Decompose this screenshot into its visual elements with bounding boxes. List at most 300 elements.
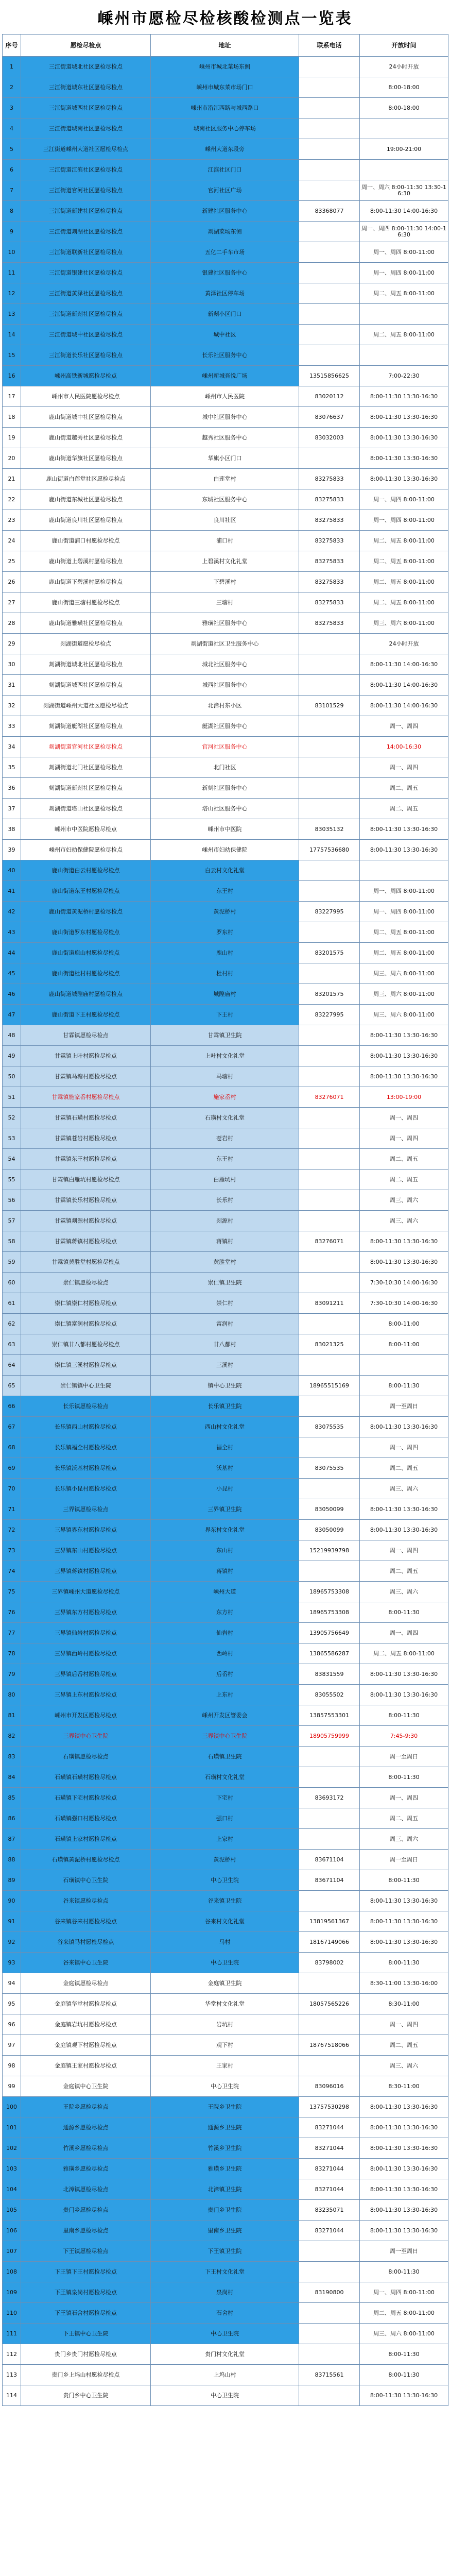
hours-cell	[360, 160, 448, 180]
table-row	[3, 2385, 448, 2406]
phone-cell: 83671104	[299, 1850, 360, 1870]
site-name-cell: 北漳镇愿检尽检点	[21, 2179, 151, 2200]
row-number: 70	[3, 1479, 21, 1499]
site-name-cell: 三江街道剡湖社区愿检尽检点	[21, 222, 151, 242]
table-row	[3, 1417, 448, 1437]
phone-cell: 18057565226	[299, 1994, 360, 2014]
address-cell: 黄泥桥村	[151, 902, 299, 922]
hours-cell	[360, 304, 448, 325]
phone-cell: 15219939798	[299, 1540, 360, 1561]
hours-cell: 8:30-11:00	[360, 1994, 448, 2014]
table-row	[3, 1128, 448, 1149]
page-title: 嵊州市愿检尽检核酸检测点一览表	[97, 10, 353, 28]
row-number: 90	[3, 1891, 21, 1911]
phone-cell	[299, 654, 360, 675]
table-row	[3, 2324, 448, 2344]
phone-cell: 83050099	[299, 1520, 360, 1540]
row-number: 36	[3, 778, 21, 799]
phone-cell	[299, 757, 360, 778]
site-name-cell: 鹿山街道下碧溪村愿检尽检点	[21, 572, 151, 592]
address-cell: 下王镇卫生院	[151, 2241, 299, 2262]
hours-cell: 8:00-11:30 13:30-16:30	[360, 1252, 448, 1273]
table-row	[3, 160, 448, 180]
site-name-cell: 剡湖街道嵊州大道社区愿检尽检点	[21, 696, 151, 716]
table-row	[3, 1108, 448, 1128]
row-number: 55	[3, 1170, 21, 1190]
hours-cell: 周二、周五 8:00-11:00	[360, 922, 448, 943]
hours-cell	[360, 860, 448, 881]
hours-cell: 周二、周五 8:00-11:00	[360, 2303, 448, 2324]
phone-cell	[299, 1211, 360, 1231]
hours-cell: 8:00-11:30 13:30-16:30	[360, 1911, 448, 1932]
phone-cell	[299, 1108, 360, 1128]
table-row	[3, 222, 448, 242]
row-number: 1	[3, 57, 21, 77]
row-number: 20	[3, 448, 21, 469]
hours-cell: 7:00-22:30	[360, 366, 448, 386]
hours-cell: 周二、周五	[360, 1458, 448, 1479]
site-name-cell: 谷来镇谷来村愿检尽检点	[21, 1911, 151, 1932]
hours-cell: 周二、周五 8:00-11:00	[360, 283, 448, 304]
address-cell: 强口村	[151, 1808, 299, 1829]
address-cell: 镇中心卫生院	[151, 1376, 299, 1396]
row-number: 37	[3, 799, 21, 819]
hours-cell: 8:00-11:30 13:30-16:30	[360, 1891, 448, 1911]
address-cell: 东城社区服务中心	[151, 489, 299, 510]
table-row	[3, 799, 448, 819]
site-name-cell: 下王镇石舍村愿检尽检点	[21, 2303, 151, 2324]
phone-cell	[299, 2385, 360, 2406]
phone-cell: 13757530298	[299, 2097, 360, 2117]
address-cell: 石璜村文化礼堂	[151, 1108, 299, 1128]
table-row	[3, 2179, 448, 2200]
phone-cell	[299, 1891, 360, 1911]
site-name-cell: 甘霖镇上叶村愿检尽检点	[21, 1046, 151, 1066]
table-row	[3, 180, 448, 201]
phone-cell: 83076637	[299, 407, 360, 428]
site-name-cell: 三江街道新建社区愿检尽检点	[21, 201, 151, 222]
table-row	[3, 1664, 448, 1685]
row-number: 65	[3, 1376, 21, 1396]
table-row	[3, 572, 448, 592]
hours-cell: 周二、周五	[360, 1808, 448, 1829]
table-row	[3, 1561, 448, 1582]
site-name-cell: 谷来镇马村愿检尽检点	[21, 1932, 151, 1953]
hours-cell: 周一、周四	[360, 2014, 448, 2035]
row-number: 94	[3, 1973, 21, 1994]
table-row	[3, 1911, 448, 1932]
table-row	[3, 1705, 448, 1726]
hours-cell: 周二、周五 8:00-11:00	[360, 325, 448, 345]
table-row	[3, 551, 448, 572]
phone-cell	[299, 118, 360, 139]
phone-cell: 13905756649	[299, 1623, 360, 1643]
table-row	[3, 1623, 448, 1643]
site-name-cell: 鹿山街道城隍庙村愿检尽检点	[21, 984, 151, 1005]
hours-cell: 周二、周五	[360, 1170, 448, 1190]
row-number: 62	[3, 1314, 21, 1334]
phone-cell	[299, 1396, 360, 1417]
site-name-cell: 王院乡愿检尽检点	[21, 2097, 151, 2117]
phone-cell	[299, 222, 360, 242]
address-cell: 上坞山村	[151, 2365, 299, 2385]
phone-cell	[299, 1273, 360, 1293]
phone-cell: 83276071	[299, 1231, 360, 1252]
row-number: 33	[3, 716, 21, 737]
address-cell: 白云村文化礼堂	[151, 860, 299, 881]
row-number: 73	[3, 1540, 21, 1561]
hours-cell: 周一、周四 8:00-11:00	[360, 242, 448, 263]
table-row	[3, 386, 448, 407]
table-row	[3, 1808, 448, 1829]
site-name-cell: 石璜镇石璜村愿检尽检点	[21, 1767, 151, 1788]
address-cell: 廿八都村	[151, 1334, 299, 1355]
hours-cell: 8:00-11:30 13:30-16:30	[360, 1499, 448, 1520]
hours-cell: 8:00-11:30 13:30-16:30	[360, 1932, 448, 1953]
site-name-cell: 石璜镇强口村愿检尽检点	[21, 1808, 151, 1829]
row-number: 58	[3, 1231, 21, 1252]
phone-cell	[299, 922, 360, 943]
site-name-cell: 长乐镇福全村愿检尽检点	[21, 1437, 151, 1458]
row-number: 100	[3, 2097, 21, 2117]
phone-cell: 83275833	[299, 469, 360, 489]
hours-cell: 8:30-11:00	[360, 2076, 448, 2097]
hours-cell: 8:00-11:30 13:30-16:30	[360, 1417, 448, 1437]
site-name-cell: 鹿山街道白莲堂社区愿检尽检点	[21, 469, 151, 489]
phone-cell: 83271044	[299, 2159, 360, 2179]
address-cell: 三界镇卫生院	[151, 1499, 299, 1520]
hours-cell: 8:00-11:30 13:30-16:30	[360, 1025, 448, 1046]
site-name-cell: 贵门乡愿检尽检点	[21, 2200, 151, 2221]
row-number: 61	[3, 1293, 21, 1314]
table-row	[3, 716, 448, 737]
hours-cell: 周二、周五	[360, 799, 448, 819]
address-cell: 西山村文化礼堂	[151, 1417, 299, 1437]
site-name-cell: 下王镇泉岗村愿检尽检点	[21, 2282, 151, 2303]
phone-cell	[299, 1479, 360, 1499]
row-number: 72	[3, 1520, 21, 1540]
phone-cell: 83275833	[299, 531, 360, 551]
table-row	[3, 1458, 448, 1479]
row-number: 40	[3, 860, 21, 881]
hours-cell: 周一、周四	[360, 1128, 448, 1149]
phone-cell	[299, 634, 360, 654]
address-cell: 北门社区	[151, 757, 299, 778]
table-row	[3, 1046, 448, 1066]
row-number: 69	[3, 1458, 21, 1479]
address-cell: 杜村村	[151, 963, 299, 984]
row-number: 35	[3, 757, 21, 778]
table-row	[3, 1293, 448, 1314]
table-row	[3, 1870, 448, 1891]
hours-cell: 24小时开放	[360, 57, 448, 77]
table-row	[3, 2138, 448, 2159]
address-cell: 白雁坑村	[151, 1170, 299, 1190]
site-name-cell: 谷来镇中心卫生院	[21, 1953, 151, 1973]
table-row	[3, 1973, 448, 1994]
table-row	[3, 2344, 448, 2365]
address-cell: 蒋镇村	[151, 1231, 299, 1252]
address-cell: 福全村	[151, 1437, 299, 1458]
hours-cell: 8:00-11:30	[360, 1376, 448, 1396]
address-cell: 东王村	[151, 881, 299, 902]
phone-cell	[299, 881, 360, 902]
address-cell: 马塘村	[151, 1066, 299, 1087]
site-name-cell: 鹿山街道上碧溪村愿检尽检点	[21, 551, 151, 572]
phone-cell: 18965753308	[299, 1602, 360, 1623]
phone-cell: 83227995	[299, 1005, 360, 1025]
row-number: 53	[3, 1128, 21, 1149]
address-cell: 嵊州大道东段旁	[151, 139, 299, 160]
table-row	[3, 1788, 448, 1808]
row-number: 102	[3, 2138, 21, 2159]
row-number: 4	[3, 118, 21, 139]
row-number: 83	[3, 1747, 21, 1767]
table-row	[3, 1747, 448, 1767]
table-row	[3, 263, 448, 283]
row-number: 98	[3, 2056, 21, 2076]
hours-cell: 周一、周四 8:00-11:00	[360, 263, 448, 283]
table-row	[3, 2014, 448, 2035]
address-cell: 北漳村东小区	[151, 696, 299, 716]
hours-cell: 周二、周五 8:00-11:00	[360, 592, 448, 613]
address-cell: 泉岗村	[151, 2282, 299, 2303]
phone-cell	[299, 2056, 360, 2076]
hours-cell: 周三、周六 8:00-11:00	[360, 984, 448, 1005]
hours-cell: 周三、周六 8:00-11:00	[360, 2324, 448, 2344]
row-number: 87	[3, 1829, 21, 1850]
hours-cell: 周一、周四	[360, 1437, 448, 1458]
phone-cell	[299, 1437, 360, 1458]
phone-cell: 83275833	[299, 510, 360, 531]
phone-cell: 83271044	[299, 2221, 360, 2241]
hours-cell: 8:00-11:30 13:30-16:30	[360, 2200, 448, 2221]
hours-cell: 8:00-11:30 13:30-16:30	[360, 2179, 448, 2200]
row-number: 12	[3, 283, 21, 304]
address-cell: 黄泥桥村	[151, 1850, 299, 1870]
row-number: 79	[3, 1664, 21, 1685]
header-site-name: 愿检尽检点	[21, 35, 151, 57]
test-site-table	[2, 34, 448, 2406]
address-cell: 通源乡卫生院	[151, 2117, 299, 2138]
site-name-cell: 金庭镇王家村愿检尽检点	[21, 2056, 151, 2076]
phone-cell	[299, 180, 360, 201]
phone-cell	[299, 98, 360, 118]
site-name-cell: 鹿山街道浦口村愿检尽检点	[21, 531, 151, 551]
header-no: 序号	[3, 35, 21, 57]
hours-cell: 周二、周五 8:00-11:00	[360, 531, 448, 551]
row-number: 16	[3, 366, 21, 386]
site-name-cell: 甘霖镇东王村愿检尽检点	[21, 1149, 151, 1170]
row-number: 24	[3, 531, 21, 551]
phone-cell: 83693172	[299, 1788, 360, 1808]
hours-cell: 周三、周六	[360, 2056, 448, 2076]
row-number: 59	[3, 1252, 21, 1273]
hours-cell: 周一、周四	[360, 1623, 448, 1643]
table-row	[3, 1005, 448, 1025]
address-cell: 石舍村	[151, 2303, 299, 2324]
table-row	[3, 1252, 448, 1273]
phone-cell: 83368077	[299, 201, 360, 222]
address-cell: 中心卫生院	[151, 2076, 299, 2097]
row-number: 17	[3, 386, 21, 407]
phone-cell	[299, 675, 360, 696]
phone-cell	[299, 1149, 360, 1170]
row-number: 60	[3, 1273, 21, 1293]
address-cell: 施家岙村	[151, 1087, 299, 1108]
phone-cell: 83032003	[299, 428, 360, 448]
table-row	[3, 634, 448, 654]
hours-cell: 19:00-21:00	[360, 139, 448, 160]
site-name-cell: 长乐镇小昆村愿检尽检点	[21, 1479, 151, 1499]
site-name-cell: 三江街道新剡社区愿检尽检点	[21, 304, 151, 325]
phone-cell	[299, 304, 360, 325]
hours-cell: 8:00-11:30 13:30-16:30	[360, 2138, 448, 2159]
hours-cell: 8:00-18:00	[360, 77, 448, 98]
row-number: 13	[3, 304, 21, 325]
row-number: 47	[3, 1005, 21, 1025]
phone-cell: 83096016	[299, 2076, 360, 2097]
address-cell: 华旗小区门口	[151, 448, 299, 469]
site-name-cell: 三江街道城西社区愿检尽检点	[21, 98, 151, 118]
hours-cell: 8:00-11:30	[360, 1767, 448, 1788]
table-row	[3, 2097, 448, 2117]
hours-cell: 周一、周四	[360, 1788, 448, 1808]
table-row	[3, 881, 448, 902]
row-number: 10	[3, 242, 21, 263]
table-row	[3, 1582, 448, 1602]
row-number: 27	[3, 592, 21, 613]
address-cell: 新建社区服务中心	[151, 201, 299, 222]
phone-cell	[299, 77, 360, 98]
address-cell: 城北社区服务中心	[151, 654, 299, 675]
phone-cell	[299, 799, 360, 819]
site-name-cell: 三界镇嵊州大道愿检尽检点	[21, 1582, 151, 1602]
phone-cell: 83050099	[299, 1499, 360, 1520]
hours-cell: 8:00-11:30 13:30-16:30	[360, 1066, 448, 1087]
address-cell: 银建社区服务中心	[151, 263, 299, 283]
row-number: 103	[3, 2159, 21, 2179]
phone-cell: 83101529	[299, 696, 360, 716]
site-name-cell: 剡湖街道城西社区愿检尽检点	[21, 675, 151, 696]
address-cell: 谷来村文化礼堂	[151, 1911, 299, 1932]
row-number: 110	[3, 2303, 21, 2324]
site-name-cell: 嵊州市中医院愿检尽检点	[21, 819, 151, 840]
site-name-cell: 剡湖街道愿检尽检点	[21, 634, 151, 654]
hours-cell: 周二、周五 8:00-11:00	[360, 943, 448, 963]
row-number: 104	[3, 2179, 21, 2200]
site-name-cell: 长乐镇愿检尽检点	[21, 1396, 151, 1417]
address-cell: 东方村	[151, 1602, 299, 1623]
table-row	[3, 922, 448, 943]
address-cell: 东王村	[151, 1149, 299, 1170]
hours-cell: 8:30-11:00 13:30-16:00	[360, 1973, 448, 1994]
address-cell: 马村	[151, 1932, 299, 1953]
site-name-cell: 贵门乡中心卫生院	[21, 2385, 151, 2406]
phone-cell: 13819561367	[299, 1911, 360, 1932]
phone-cell	[299, 1808, 360, 1829]
table-row	[3, 1437, 448, 1458]
hours-cell: 周二、周五 8:00-11:00	[360, 572, 448, 592]
phone-cell	[299, 160, 360, 180]
phone-cell: 83831559	[299, 1664, 360, 1685]
table-row	[3, 489, 448, 510]
row-number: 22	[3, 489, 21, 510]
row-number: 57	[3, 1211, 21, 1231]
site-name-cell: 崇仁镇富润村愿检尽检点	[21, 1314, 151, 1334]
phone-cell	[299, 1170, 360, 1190]
address-cell: 新剡小区门口	[151, 304, 299, 325]
row-number: 78	[3, 1643, 21, 1664]
row-number: 96	[3, 2014, 21, 2035]
hours-cell: 8:00-11:30 13:30-16:30	[360, 428, 448, 448]
hours-cell: 8:00-11:30 13:30-16:30	[360, 1520, 448, 1540]
site-name-cell: 嵊州市开发区愿检尽检点	[21, 1705, 151, 1726]
table-row	[3, 2035, 448, 2056]
phone-cell: 83276071	[299, 1087, 360, 1108]
phone-cell	[299, 1128, 360, 1149]
row-number: 49	[3, 1046, 21, 1066]
hours-cell: 8:00-11:30 13:30-16:30	[360, 2159, 448, 2179]
table-row	[3, 592, 448, 613]
phone-cell: 83235071	[299, 2200, 360, 2221]
row-number: 18	[3, 407, 21, 428]
row-number: 30	[3, 654, 21, 675]
row-number: 56	[3, 1190, 21, 1211]
site-name-cell: 三界镇东山村愿检尽检点	[21, 1540, 151, 1561]
row-number: 112	[3, 2344, 21, 2365]
site-name-cell: 三江街道银建社区愿检尽检点	[21, 263, 151, 283]
site-name-cell: 三界镇蒋镇村愿检尽检点	[21, 1561, 151, 1582]
phone-cell	[299, 1747, 360, 1767]
phone-cell: 18905759999	[299, 1726, 360, 1747]
phone-cell	[299, 737, 360, 757]
hours-cell: 8:00-11:30 13:30-16:30	[360, 386, 448, 407]
site-name-cell: 崇仁镇崇仁村愿检尽检点	[21, 1293, 151, 1314]
site-name-cell: 三江街道城南社区愿检尽检点	[21, 118, 151, 139]
phone-cell: 13515856625	[299, 366, 360, 386]
site-name-cell: 雅璜乡愿检尽检点	[21, 2159, 151, 2179]
row-number: 82	[3, 1726, 21, 1747]
site-name-cell: 鹿山街道鹿山村愿检尽检点	[21, 943, 151, 963]
row-number: 105	[3, 2200, 21, 2221]
address-cell: 剡源村	[151, 1211, 299, 1231]
row-number: 23	[3, 510, 21, 531]
row-number: 75	[3, 1582, 21, 1602]
phone-cell: 83715561	[299, 2365, 360, 2385]
phone-cell	[299, 448, 360, 469]
table-row	[3, 57, 448, 77]
row-number: 44	[3, 943, 21, 963]
phone-cell	[299, 1829, 360, 1850]
site-name-cell: 剡湖街道塔山社区愿检尽检点	[21, 799, 151, 819]
address-cell: 王院乡卫生院	[151, 2097, 299, 2117]
address-cell: 塔山社区服务中心	[151, 799, 299, 819]
phone-cell	[299, 325, 360, 345]
address-cell: 城南社区服务中心停车场	[151, 118, 299, 139]
site-name-cell: 谷来镇愿检尽检点	[21, 1891, 151, 1911]
address-cell: 西岭村	[151, 1643, 299, 1664]
address-cell: 城中社区	[151, 325, 299, 345]
hours-cell: 8:00-11:30 14:00-16:30	[360, 696, 448, 716]
address-cell: 谷来镇卫生院	[151, 1891, 299, 1911]
hours-cell: 周二、周五	[360, 1561, 448, 1582]
phone-cell: 83201575	[299, 943, 360, 963]
address-cell: 北漳镇卫生院	[151, 2179, 299, 2200]
phone-cell	[299, 860, 360, 881]
hours-cell: 8:00-11:30 13:30-16:30	[360, 2385, 448, 2406]
table-row	[3, 1643, 448, 1664]
